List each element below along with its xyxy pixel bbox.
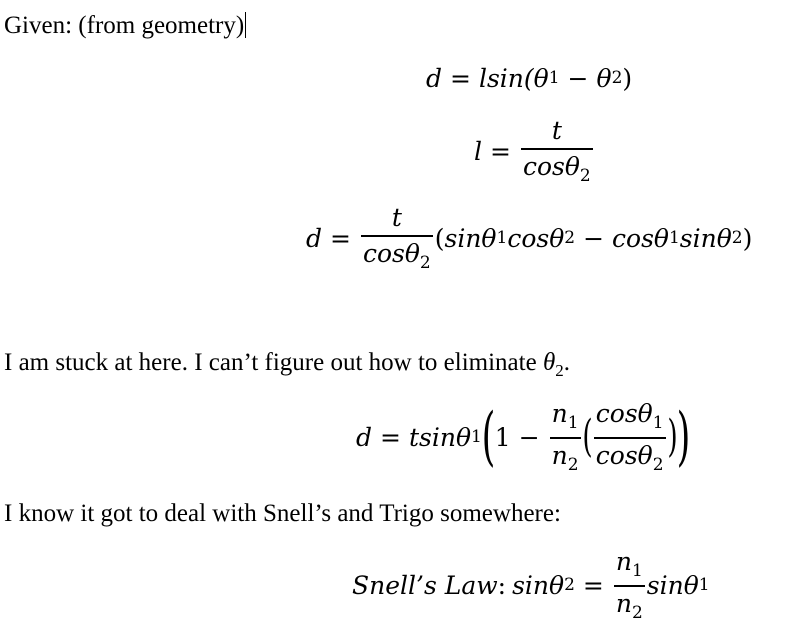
eq3-numerator: t — [391, 203, 402, 232]
eq3-term1: sinθ — [444, 223, 497, 253]
eq3-den-sub: 2 — [419, 252, 431, 273]
eq1-sub1: 1 — [548, 68, 560, 88]
eq1-close: ) — [622, 64, 633, 93]
eq5-colon: : — [497, 570, 507, 600]
eq5-n-num-sub: 1 — [631, 561, 643, 581]
eq4-n-den: n — [551, 440, 568, 470]
stuck-text: I am stuck at here. I can’t figure out how to eliminate — [4, 349, 543, 376]
eq4-n-den-sub: 2 — [567, 454, 579, 475]
text-cursor — [245, 12, 246, 38]
stuck-theta-sub: 2 — [555, 361, 564, 380]
eq1-lhs: d — [426, 64, 443, 93]
eq4-close-mid-paren: ) — [666, 411, 678, 463]
eq4-cos-num-sub: 1 — [652, 413, 664, 433]
equation-l-fraction — [474, 118, 595, 185]
eq5-n-num: n — [615, 547, 632, 576]
eq3-minus: − — [583, 223, 605, 253]
eq2-lhs: l — [474, 136, 482, 166]
eq5-rhs: sinθ — [646, 570, 699, 600]
eq3-term2: cosθ — [507, 223, 565, 253]
eq4-open-big-paren: ( — [481, 400, 496, 475]
eq1-equals: = — [450, 64, 471, 93]
eq4-tsin-sub: 1 — [471, 426, 482, 447]
eq1-minus: − — [567, 64, 589, 93]
stuck-period: . — [563, 349, 570, 376]
eq2-fraction — [521, 118, 593, 185]
eq3-term3-sub: 1 — [668, 227, 680, 248]
eq4-cos-num: cosθ — [595, 399, 653, 428]
eq4-n-num: n — [551, 399, 568, 428]
eq2-den-sub: 2 — [579, 165, 591, 186]
eq4-lhs: d — [356, 422, 373, 452]
given-text: Given: (from geometry) — [4, 12, 245, 39]
eq2-denominator — [521, 150, 593, 185]
eq2-equals: = — [490, 136, 511, 166]
eq4-open-mid-paren: ( — [582, 411, 593, 463]
eq3-den-func: cosθ — [362, 238, 420, 268]
eq3-term1-sub: 1 — [496, 227, 508, 248]
eq3-denominator — [361, 237, 433, 272]
eq4-n-fraction — [550, 401, 581, 474]
eq3-open-paren: ( — [434, 223, 445, 253]
eq4-cos-fraction — [594, 401, 666, 474]
equation-d-lsin — [426, 66, 632, 91]
eq3-close-paren: ) — [742, 223, 753, 253]
eq3-term3: cosθ — [612, 223, 669, 253]
eq4-cos-denominator — [594, 439, 666, 474]
eq4-n-denominator — [550, 439, 581, 474]
eq5-n-den-sub: 2 — [631, 602, 643, 623]
eq4-minus: − — [518, 422, 540, 452]
eq4-n-num-sub: 1 — [567, 413, 579, 433]
eq3-term4: sinθ — [679, 223, 732, 253]
equation-d-tsin — [356, 401, 690, 474]
eq5-n-fraction — [614, 549, 645, 622]
eq1-theta1: θ — [533, 64, 549, 93]
eq5-n-denominator — [614, 587, 645, 622]
eq5-lhs-sub: 2 — [564, 574, 575, 595]
eq5-n-numerator — [614, 549, 645, 585]
eq4-equals: = — [380, 422, 401, 452]
eq5-equals: = — [582, 570, 604, 600]
know-line — [4, 501, 561, 526]
equation-d-expanded — [306, 205, 752, 272]
eq4-n-numerator — [550, 401, 581, 437]
know-text: I know it got to deal with Snell’s and Trigo somewhere: — [4, 500, 561, 527]
eq4-cos-numerator — [594, 401, 666, 437]
stuck-theta-symbol: θ — [542, 349, 556, 376]
stuck-line — [4, 350, 570, 379]
given-line — [4, 12, 246, 38]
eq3-equals: = — [330, 223, 351, 253]
eq5-label: Snell’s Law — [352, 570, 498, 600]
eq4-close-big-paren: ) — [676, 400, 691, 475]
eq2-den-func: cosθ — [522, 151, 580, 181]
eq3-lhs: d — [306, 223, 323, 253]
eq5-rhs-sub: 1 — [698, 574, 710, 595]
stuck-theta — [542, 349, 564, 380]
eq4-tsin: tsinθ — [408, 422, 471, 452]
eq3-term2-sub: 2 — [564, 227, 576, 248]
eq1-theta2: θ — [596, 64, 612, 93]
eq5-lhs: sinθ — [512, 570, 565, 600]
eq1-func: lsin( — [478, 64, 534, 93]
equation-snells-law — [352, 549, 710, 622]
eq3-fraction — [361, 205, 433, 272]
eq4-cos-den: cosθ — [595, 440, 653, 470]
eq5-n-den: n — [615, 588, 632, 618]
eq4-one: 1 — [494, 422, 511, 452]
eq3-term4-sub: 2 — [731, 227, 743, 248]
eq4-cos-den-sub: 2 — [652, 454, 664, 475]
eq1-sub2: 2 — [611, 68, 623, 88]
eq2-numerator: t — [551, 116, 562, 145]
